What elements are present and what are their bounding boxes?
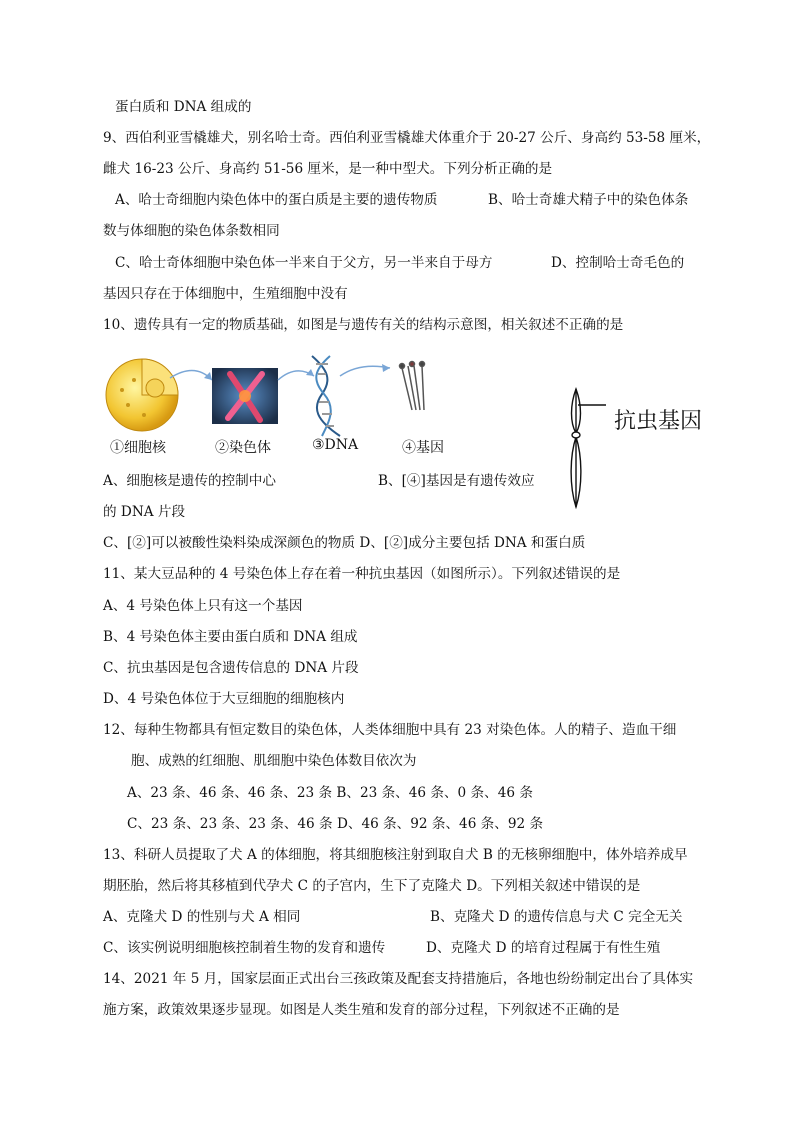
- question-13-stem: 13、科研人员提取了犬 A 的体细胞，将其细胞核注射到取自犬 B 的无核卵细胞中，体外培养成早: [103, 847, 688, 863]
- q13-option-a: A、克隆犬 D 的性别与犬 A 相同: [103, 909, 301, 925]
- figure-10-label-chromosome: ②染色体: [215, 440, 271, 456]
- q13-option-b: B、克隆犬 D 的遗传信息与犬 C 完全无关: [430, 909, 683, 925]
- q11-option-a: A、4 号染色体上只有这一个基因: [103, 598, 303, 614]
- question-14-stem-cont: 施方案，政策效果逐步显现。如图是人类生殖和发育的部分过程，下列叙述不正确的是: [103, 1002, 620, 1018]
- nucleus-icon: [106, 359, 178, 431]
- q10-option-b: B、[④]基因是有遗传效应: [378, 473, 535, 489]
- q9-option-a: A、哈士奇细胞内染色体中的蛋白质是主要的遗传物质: [115, 192, 438, 208]
- question-14-stem: 14、2021 年 5 月，国家层面正式出台三孩政策及配套支持措施后，各地也纷纷制定出台了具体实: [103, 971, 694, 987]
- q10-options-c-d: C、[②]可以被酸性染料染成深颜色的物质 D、[②]成分主要包括 DNA 和蛋白质: [103, 535, 586, 551]
- question-11-stem: 11、某大豆品种的 4 号染色体上存在着一种抗虫基因（如图所示）。下列叙述错误的是: [103, 566, 621, 582]
- q13-option-d: D、克隆犬 D 的培育过程属于有性生殖: [426, 940, 661, 956]
- q11-option-b: B、4 号染色体主要由蛋白质和 DNA 组成: [103, 629, 358, 645]
- figure-10-label-dna: ③DNA: [312, 437, 359, 453]
- q10-option-a: A、细胞核是遗传的控制中心: [103, 473, 276, 489]
- question-12-stem: 12、每种生物都具有恒定数目的染色体，人类体细胞中具有 23 对染色体。人的精子、造血干细: [103, 722, 677, 738]
- figure-10-label-nucleus: ①细胞核: [110, 440, 166, 456]
- figure-10-label-gene: ④基因: [402, 440, 444, 456]
- q9-option-d: D、控制哈士奇毛色的: [551, 255, 685, 271]
- q9-option-c: C、哈士奇体细胞中染色体一半来自于父方，另一半来自于母方: [115, 255, 493, 271]
- q12-options-c-d: C、23 条、23 条、23 条、46 条 D、46 条、92 条、46 条、92 条: [127, 816, 544, 832]
- question-12-stem-cont: 胞、成熟的红细胞、肌细胞中染色体数目依次为: [131, 753, 417, 769]
- chromosome-icon: [212, 368, 278, 424]
- question-9-stem: 9、西伯利亚雪橇雄犬，别名哈士奇。西伯利亚雪橇雄犬体重介于 20-27 公斤、身高约 53-58 厘米，: [103, 130, 711, 146]
- chromosome-drawing-icon: [571, 389, 606, 507]
- q10-option-b-cont: 的 DNA 片段: [103, 504, 186, 520]
- dna-helix-icon: [312, 356, 340, 436]
- q9-option-b-cont: 数与体细胞的染色体条数相同: [103, 223, 280, 239]
- q12-options-a-b: A、23 条、46 条、46 条、23 条 B、23 条、46 条、0 条、46 条: [127, 785, 533, 801]
- question-9-stem-cont: 雌犬 16-23 公斤、身高约 51-56 厘米，是一种中型犬。下列分析正确的是: [103, 161, 553, 177]
- q9-option-b: B、哈士奇雄犬精子中的染色体条: [488, 192, 689, 208]
- question-13-stem-cont: 期胚胎，然后将其移植到代孕犬 C 的子宫内，生下了克隆犬 D。下列相关叙述中错误的是: [103, 878, 641, 894]
- q13-option-c: C、该实例说明细胞核控制着生物的发育和遗传: [103, 940, 386, 956]
- gene-icon: [400, 362, 425, 411]
- q11-option-d: D、4 号染色体位于大豆细胞的细胞核内: [103, 691, 345, 707]
- question-10-stem: 10、遗传具有一定的物质基础，如图是与遗传有关的结构示意图，相关叙述不正确的是: [103, 317, 624, 333]
- q11-option-c: C、抗虫基因是包含遗传信息的 DNA 片段: [103, 660, 359, 676]
- text-line: 蛋白质和 DNA 组成的: [115, 99, 252, 115]
- figure-11-gene-label: 抗虫基因: [614, 409, 703, 434]
- q9-option-d-cont: 基因只存在于体细胞中，生殖细胞中没有: [103, 286, 348, 302]
